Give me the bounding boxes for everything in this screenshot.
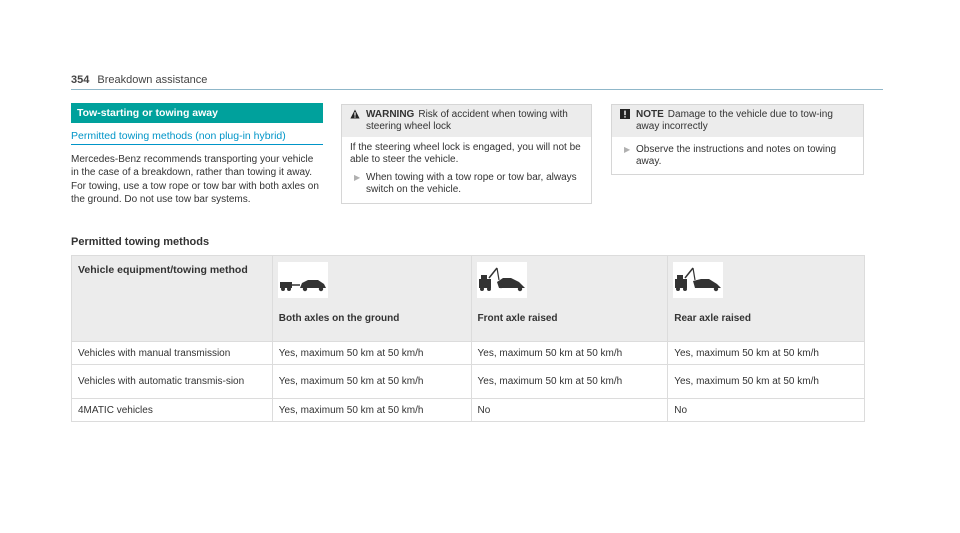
exclamation-icon <box>620 109 636 133</box>
warning-title: Risk of accident when towing with steering wheel lock <box>366 109 568 132</box>
table-row <box>72 342 865 365</box>
tow-truck-rear-raised-icon <box>673 262 723 298</box>
table-cell: Yes, maximum 50 km at 50 km/h <box>272 365 471 399</box>
warning-instruction-text: When towing with a tow rope or tow bar, always switch on the vehicle. <box>366 172 577 195</box>
warning-instruction <box>350 172 583 196</box>
warning-label: WARNING <box>366 109 415 120</box>
note-instruction <box>620 144 855 168</box>
table-cell: Vehicles with automatic transmis-sion <box>72 365 273 399</box>
warning-box <box>341 104 592 204</box>
table-cell: No <box>668 399 865 422</box>
table-row <box>72 399 865 422</box>
chapter-title: Breakdown assistance <box>97 74 208 86</box>
note-label: NOTE <box>636 109 664 120</box>
warning-body <box>342 137 591 201</box>
header-divider <box>71 89 883 90</box>
note-instruction-text: Observe the instructions and notes on towing away. <box>636 144 837 167</box>
table-cell: Yes, maximum 50 km at 50 km/h <box>272 399 471 422</box>
table-header-row <box>72 256 865 342</box>
table-cell: Yes, maximum 50 km at 50 km/h <box>272 342 471 365</box>
note-body <box>612 137 863 173</box>
table-header-equipment: Vehicle equipment/towing method <box>72 256 273 342</box>
warning-triangle-icon <box>350 109 366 133</box>
section-subheading: Permitted towing methods (non plug-in hybrid) <box>71 130 323 145</box>
table-cell: Yes, maximum 50 km at 50 km/h <box>668 342 865 365</box>
table-header-front-raised <box>471 256 668 342</box>
both-axles-label: Both axles on the ground <box>278 313 400 324</box>
table-header-rear-raised <box>668 256 865 342</box>
intro-paragraph: Mercedes-Benz recommends transporting your vehicle in the case of a breakdown, rather than towing it away. <box>71 154 314 178</box>
table-cell: Vehicles with manual transmission <box>72 342 273 365</box>
bullet-arrow-icon: ▶ <box>624 145 631 154</box>
table-title: Permitted towing methods <box>71 236 210 248</box>
page-number: 354 <box>71 74 90 86</box>
table-row <box>72 365 865 399</box>
tow-truck-front-raised-icon <box>477 262 527 298</box>
rear-raised-label: Rear axle raised <box>674 313 751 324</box>
table-header-both-axles <box>272 256 471 342</box>
front-raised-label: Front axle raised <box>477 313 558 324</box>
note-header <box>612 105 863 137</box>
tow-bar-car-icon <box>278 262 328 298</box>
table-cell: Yes, maximum 50 km at 50 km/h <box>471 365 668 399</box>
towing-methods-table <box>71 255 865 422</box>
table-cell: Yes, maximum 50 km at 50 km/h <box>471 342 668 365</box>
table-cell: 4MATIC vehicles <box>72 399 273 422</box>
intro-column <box>71 103 323 206</box>
warning-text: If the steering wheel lock is engaged, you will not be able to steer the vehicle. <box>350 142 581 165</box>
warning-header <box>342 105 591 137</box>
note-title: Damage to the vehicle due to tow-ing away incorrectly <box>636 109 833 132</box>
page-header <box>71 74 207 86</box>
note-box <box>611 104 864 175</box>
towing-paragraph: For towing, use a tow rope or tow bar with both axles on the ground. Do not use tow bar systems. <box>71 181 319 205</box>
section-title-bar: Tow-starting or towing away <box>71 103 323 123</box>
table-cell: Yes, maximum 50 km at 50 km/h <box>668 365 865 399</box>
table-cell: No <box>471 399 668 422</box>
bullet-arrow-icon: ▶ <box>354 173 361 182</box>
